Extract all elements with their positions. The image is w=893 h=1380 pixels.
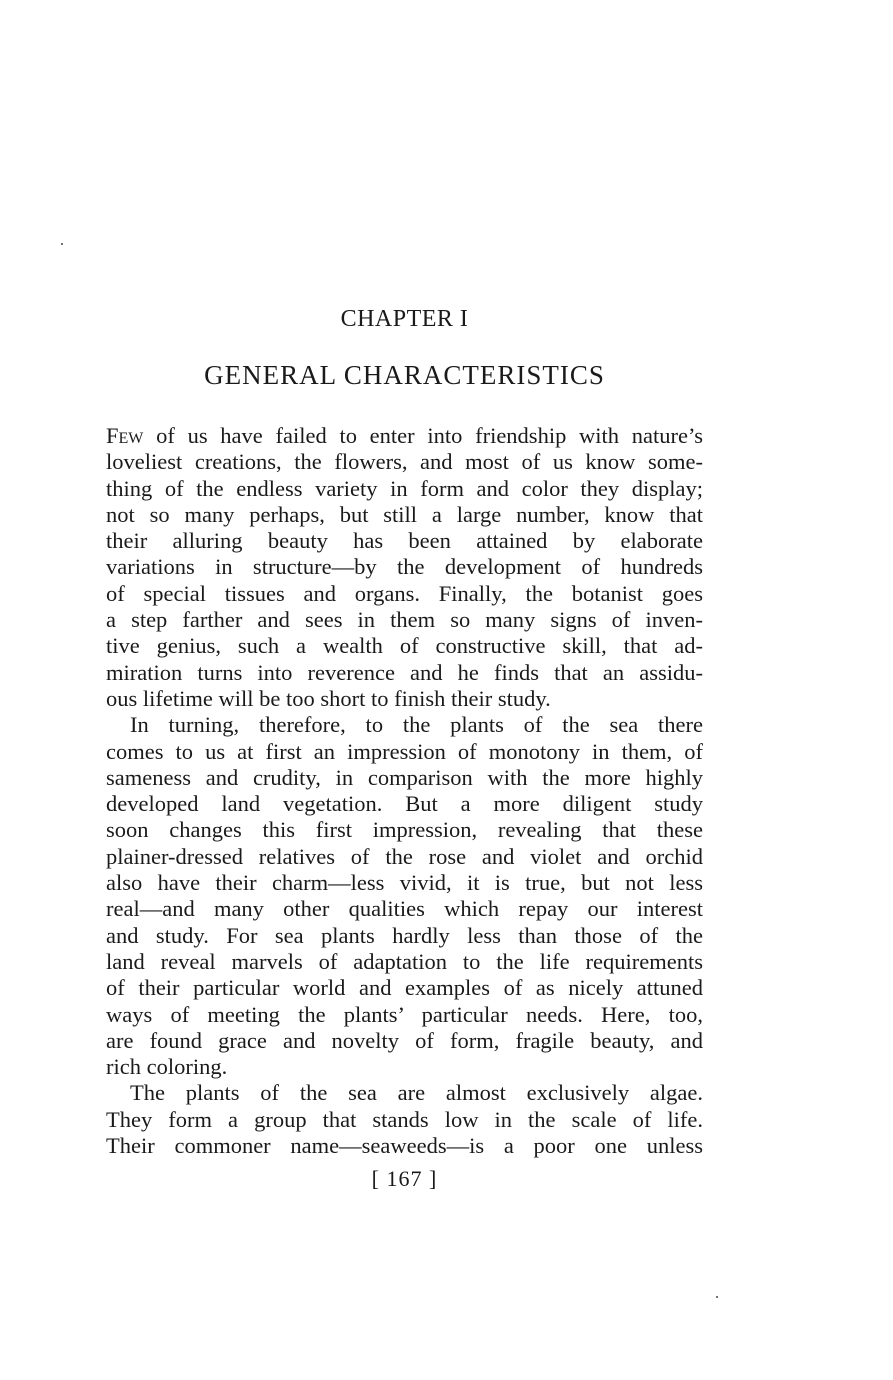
text-line: thing of the endless variety in form and color they display; <box>106 475 703 501</box>
paper-speck <box>61 243 63 245</box>
paper-speck <box>716 1296 718 1298</box>
text-line: variations in structure—by the development of hundreds <box>106 554 703 580</box>
text-line: real—and many other qualities which repay our interest <box>106 896 703 922</box>
body-text <box>106 423 703 1159</box>
text-line: In turning, therefore, to the plants of the sea there <box>130 712 703 738</box>
text-line: tive genius, such a wealth of constructive skill, that ad- <box>106 633 703 659</box>
text-line: and study. For sea plants hardly less than those of the <box>106 922 703 948</box>
text-line: ous lifetime will be too short to finish their study. <box>106 685 551 711</box>
text-line: miration turns into reverence and he finds that an assidu- <box>106 659 703 685</box>
text-line: their alluring beauty has been attained by elaborate <box>106 528 703 554</box>
text-line: The plants of the sea are almost exclusively algae. <box>130 1080 703 1106</box>
text-line: soon changes this first impression, revealing that these <box>106 817 703 843</box>
text-line: rich coloring. <box>106 1054 228 1080</box>
text-line: sameness and crudity, in comparison with the more highly <box>106 764 703 790</box>
text-line: are found grace and novelty of form, fragile beauty, and <box>106 1027 703 1053</box>
text-line: They form a group that stands low in the scale of life. <box>106 1106 703 1132</box>
text-line: of their particular world and examples of as nicely attuned <box>106 975 703 1001</box>
chapter-number: CHAPTER I <box>340 306 469 332</box>
text-line: of special tissues and organs. Finally, the botanist goes <box>106 580 703 606</box>
text-line: ways of meeting the plants’ particular needs. Here, too, <box>106 1001 703 1027</box>
text-line: Few of us have failed to enter into friendship with nature’s <box>106 423 703 448</box>
text-line: plainer-dressed relatives of the rose and violet and orchid <box>106 843 703 869</box>
text-line: also have their charm—less vivid, it is true, but not less <box>106 870 703 896</box>
text-line: Their commoner name—seaweeds—is a poor one unless <box>106 1133 703 1159</box>
text-line: land reveal marvels of adaptation to the life requirements <box>106 948 703 974</box>
text-line: not so many perhaps, but still a large number, know that <box>106 501 703 527</box>
page-number: [ 167 ] <box>371 1166 438 1191</box>
text-line: loveliest creations, the flowers, and most of us know some- <box>106 449 703 475</box>
chapter-title: GENERAL CHARACTERISTICS <box>204 360 605 390</box>
text-line: a step farther and sees in them so many signs of inven- <box>106 607 703 633</box>
text-line: developed land vegetation. But a more diligent study <box>106 791 703 817</box>
text-line: comes to us at first an impression of monotony in them, of <box>106 738 703 764</box>
